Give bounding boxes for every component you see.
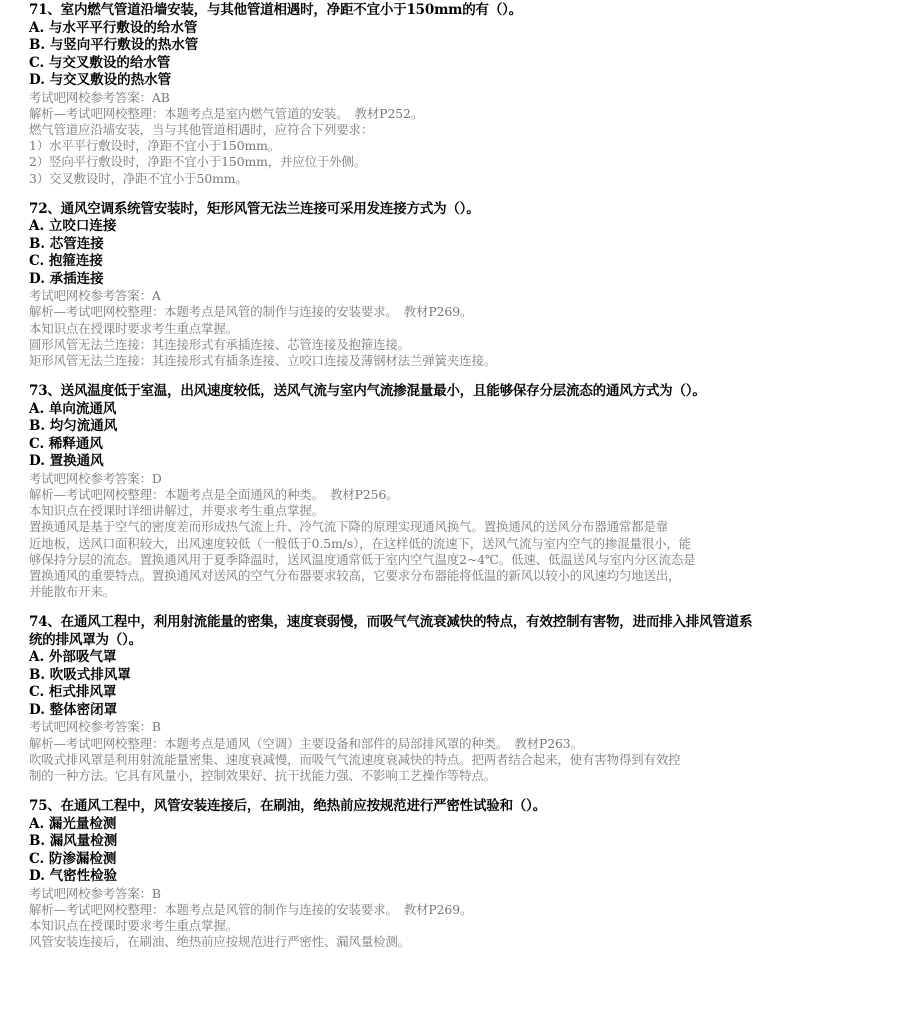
reference-answer: 考试吧网校参考答案：AB [29, 89, 170, 105]
option-a: A. 单向流通风 [29, 400, 117, 417]
explanation-line: 1）水平平行敷设时，净距不宜小于150mm。 [29, 138, 281, 154]
option-a: A. 立咬口连接 [29, 218, 117, 235]
explanation-line: 解析—考试吧网校整理：本题考点是室内燃气管道的安装。 教材P252。 [29, 105, 424, 121]
option-a: A. 外部吸气罩 [29, 649, 117, 666]
option-b: B. 均匀流通风 [29, 418, 118, 435]
explanation-line: 并能散布开来。 [29, 584, 116, 600]
option-d: D. 气密性检验 [29, 868, 118, 885]
option-c: C. 与交叉敷设的给水管 [29, 54, 171, 71]
reference-answer: 考试吧网校参考答案：A [29, 288, 161, 304]
question-71 [29, 2, 897, 187]
explanation-line: 3）交叉敷设时，净距不宜小于50mm。 [29, 170, 248, 186]
reference-answer: 考试吧网校参考答案：D [29, 470, 162, 486]
explanation-line: 解析—考试吧网校整理：本题考点是全面通风的种类。 教材P256。 [29, 486, 399, 502]
option-c: C. 稀释通风 [29, 435, 103, 452]
explanation-line: 解析—考试吧网校整理：本题考点是通风（空调）主要设备和部件的局部排风罩的种类。 教材P263。 [29, 735, 583, 751]
explanation-line: 矩形风管无法兰连接：其连接形式有插条连接、立咬口连接及薄钢材法兰弹簧夹连接。 [29, 353, 497, 369]
question-75 [29, 798, 897, 950]
option-a: A. 漏光量检测 [29, 815, 117, 832]
option-d: D. 承插连接 [29, 270, 104, 287]
explanation-line: 2）竖向平行敷设时，净距不宜小于150mm，并应位于外侧。 [29, 154, 367, 170]
option-c: C. 抱箍连接 [29, 253, 103, 270]
question-stem-continued: 统的排风罩为（）。 [29, 631, 142, 648]
explanation-line: 制的一种方法。它具有风量小，控制效果好、抗干扰能力强、不影响工艺操作等特点。 [29, 767, 497, 783]
explanation-line: 解析—考试吧网校整理：本题考点是风管的制作与连接的安装要求。 教材P269。 [29, 901, 473, 917]
explanation-line: 解析—考试吧网校整理：本题考点是风管的制作与连接的安装要求。 教材P269。 [29, 304, 473, 320]
question-72 [29, 201, 897, 370]
option-a: A. 与水平平行敷设的给水管 [29, 19, 198, 36]
option-b: B. 吹吸式排风罩 [29, 666, 131, 683]
explanation-line: 近地板，送风口面积较大，出风速度较低（一般低于0.5m/s），在这样低的流速下，送风气流与室内空气的掺混量很小，能 [29, 535, 692, 551]
option-d: D. 置换通风 [29, 453, 104, 470]
explanation-line: 吹吸式排风罩是利用射流能量密集、速度衰减慢，而吸气气流速度衰减快的特点。把两者结合起来，使有害物得到有效控 [29, 751, 681, 767]
reference-answer: 考试吧网校参考答案：B [29, 885, 161, 901]
explanation-line: 风管安装连接后，在刷油、绝热前应按规范进行严密性、漏风量检测。 [29, 934, 411, 950]
explanation-line: 本知识点在授课时要求考生重点掌握。 [29, 918, 238, 934]
question-stem: 71、室内燃气管道沿墙安装，与其他管道相遇时，净距不宜小于150mm的有（）。 [29, 2, 522, 18]
option-d: D. 与交叉敷设的热水管 [29, 72, 172, 88]
reference-answer: 考试吧网校参考答案：B [29, 719, 161, 735]
option-b: B. 芯管连接 [29, 235, 104, 252]
option-c: C. 防渗漏检测 [29, 850, 117, 867]
option-b: B. 漏风量检测 [29, 833, 118, 850]
explanation-line: 本知识点在授课时要求考生重点掌握。 [29, 320, 238, 336]
option-c: C. 柜式排风罩 [29, 684, 117, 701]
explanation-line: 圆形风管无法兰连接：其连接形式有承插连接、芯管连接及抱箍连接。 [29, 336, 411, 352]
question-stem: 73、送风温度低于室温，出风速度较低，送风气流与室内气流掺混量最小，且能够保存分层流态的通风方式为（）。 [29, 383, 706, 400]
question-stem: 75、在通风工程中，风管安装连接后，在刷油，绝热前应按规范进行严密性试验和（）。 [29, 798, 547, 815]
explanation-line: 置换通风是基于空气的密度差而形成热气流上升、冷气流下降的原理实现通风换气。置换通风的送风分布器通常都是靠 [29, 519, 669, 535]
explanation-line: 燃气管道应沿墙安装，当与其他管道相遇时，应符合下列要求： [29, 121, 374, 137]
question-stem: 72、通风空调系统管安装时，矩形风管无法兰连接可采用发连接方式为（）。 [29, 200, 480, 217]
exam-document [29, 2, 897, 950]
explanation-line: 本知识点在授课时详细讲解过，并要求考生重点掌握。 [29, 503, 324, 519]
question-stem: 74、在通风工程中，利用射流能量的密集，速度衰弱慢，而吸气气流衰减快的特点，有效控制有害物，进而排入排风管道系 [29, 614, 753, 631]
question-73 [29, 383, 897, 600]
explanation-line: 够保持分层的流态。置换通风用于夏季降温时，送风温度通常低于室内空气温度2~4℃。低速、低温送风与室内分区流态是 [29, 551, 696, 567]
question-74 [29, 614, 897, 784]
option-d: D. 整体密闭罩 [29, 701, 118, 718]
option-b: B. 与竖向平行敷设的热水管 [29, 37, 199, 53]
explanation-line: 置换通风的重要特点。置换通风对送风的空气分布器要求较高，它要求分布器能将低温的新风以较小的风速均匀地送出， [29, 567, 681, 583]
